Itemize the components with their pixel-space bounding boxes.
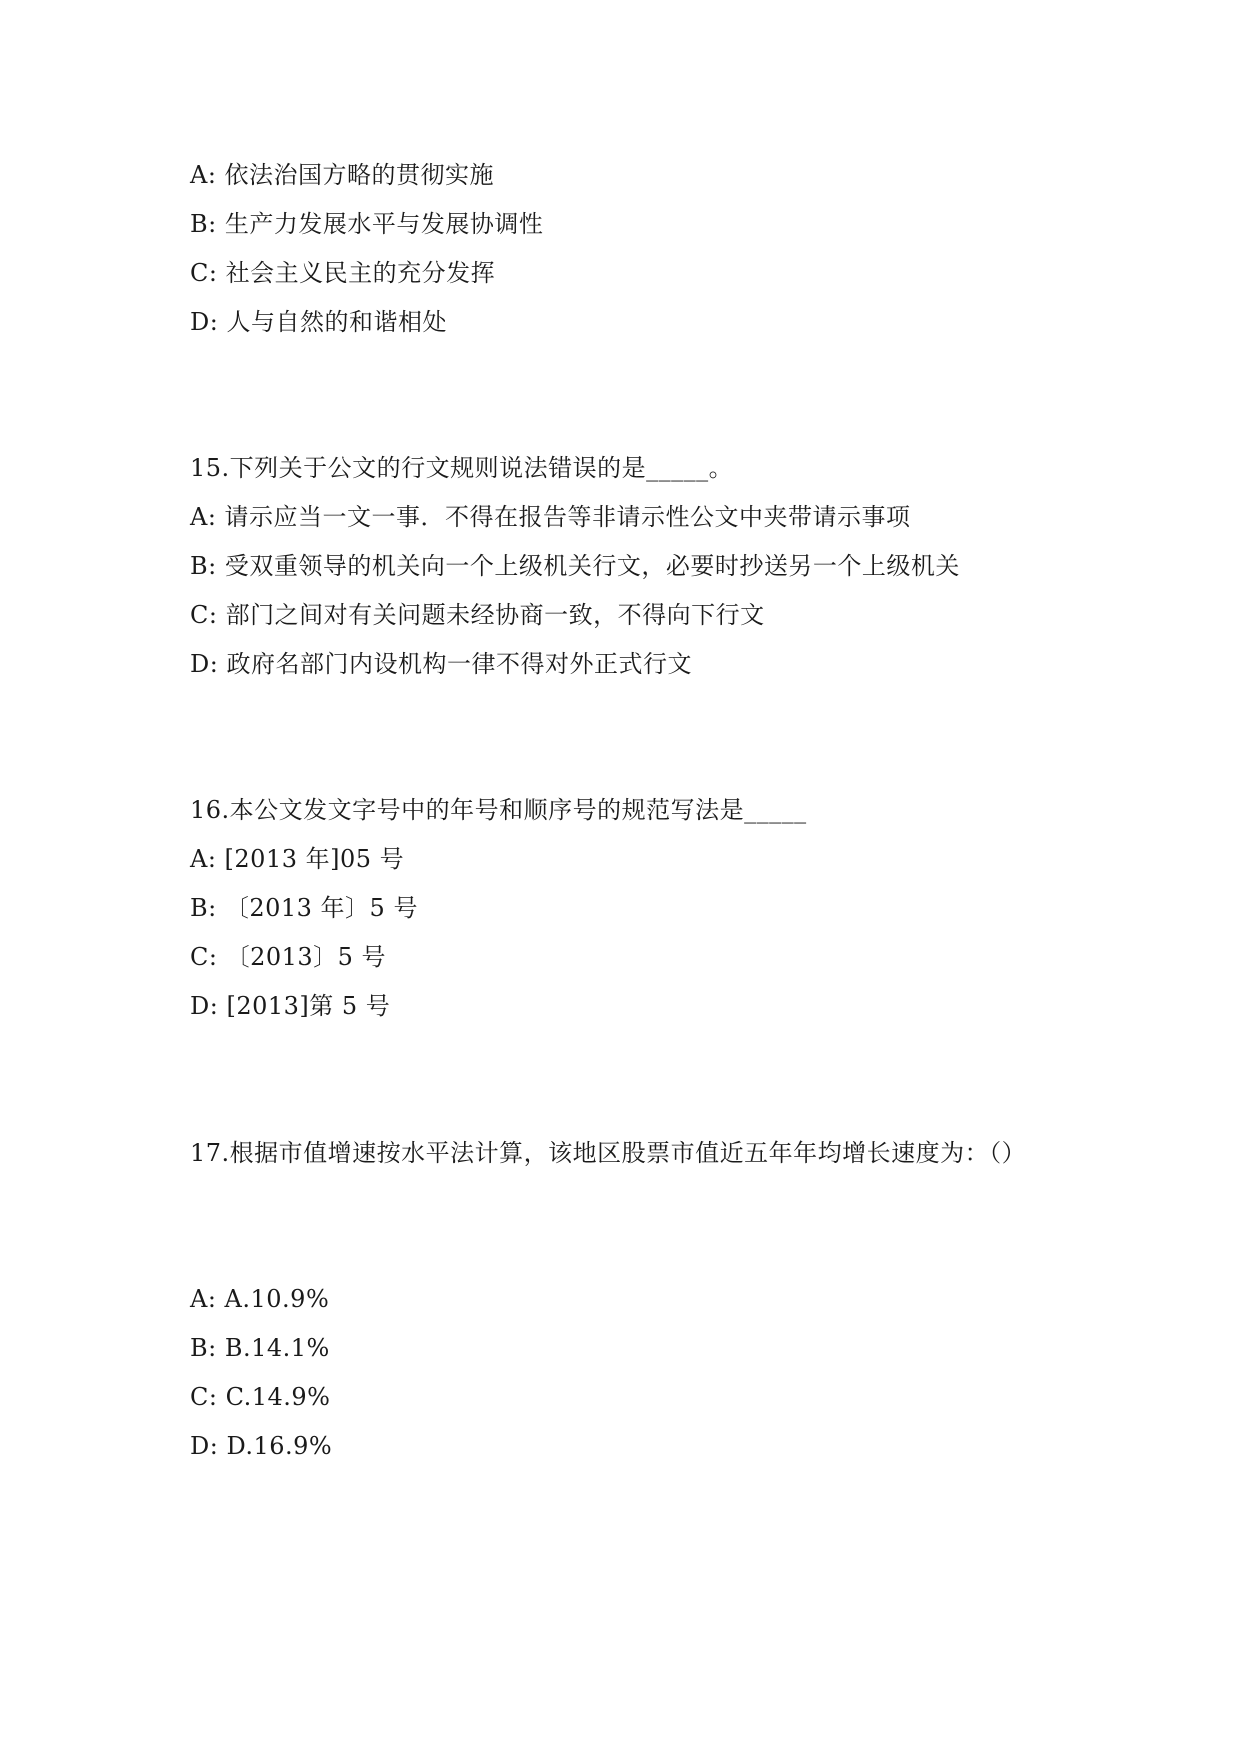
option-d: D: 人与自然的和谐相处: [190, 308, 447, 336]
option-b: B: B.14.1%: [190, 1334, 330, 1362]
option-a: A: 请示应当一文一事．不得在报告等非请示性公文中夹带请示事项: [190, 503, 911, 531]
option-c: C: 社会主义民主的充分发挥: [190, 259, 496, 287]
option-d: D: 政府名部门内设机构一律不得对外正式行文: [190, 650, 692, 678]
question-17: 17.根据市值增速按水平法计算，该地区股票市值近五年年均增长速度为：（）: [190, 1139, 1027, 1167]
option-d: D: D.16.9%: [190, 1432, 333, 1460]
option-a: A: 依法治国方略的贯彻实施: [190, 161, 495, 189]
option-a: A: A.10.9%: [190, 1285, 330, 1313]
option-c: C: 部门之间对有关问题未经协商一致，不得向下行文: [190, 601, 765, 629]
option-c: C: C.14.9%: [190, 1383, 331, 1411]
option-b: B: 受双重领导的机关向一个上级机关行文，必要时抄送另一个上级机关: [190, 552, 960, 580]
option-d: D: [2013]第 5 号: [190, 992, 391, 1020]
option-c: C: 〔2013〕5 号: [190, 943, 387, 971]
question-15: 15.下列关于公文的行文规则说法错误的是_____。: [190, 454, 734, 482]
option-b: B: 生产力发展水平与发展协调性: [190, 210, 544, 238]
question-16: 16.本公文发文字号中的年号和顺序号的规范写法是_____: [190, 796, 807, 824]
option-a: A: [2013 年]05 号: [190, 845, 405, 873]
option-b: B: 〔2013 年〕5 号: [190, 894, 418, 922]
